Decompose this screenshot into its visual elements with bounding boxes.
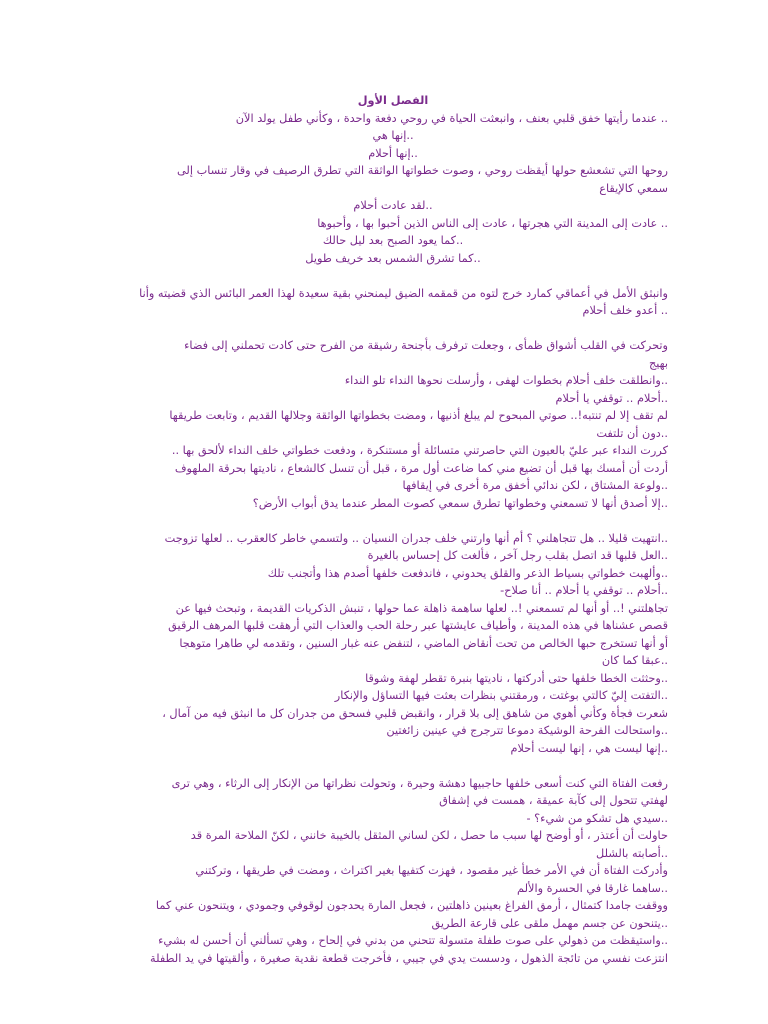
text-line: ..يتنحون عن جسم مهمل ملقى على قارعة الطريق — [431, 916, 668, 930]
text-line: ..وحثثت الخطا خلفها حتى أدركتها ، ناديتها بنبرة تقطر لهفة وشوقا — [365, 671, 668, 685]
text-line: ..إنها أحلام — [368, 146, 418, 160]
text-line: .. أعدو خلف أحلام — [582, 304, 668, 317]
text-line: ..سيدي هل تشكو من شيء؟ - — [526, 811, 668, 825]
text-line: ..ساهما غارقا في الحسرة والألم — [517, 881, 668, 895]
paragraph-gap — [118, 757, 668, 775]
text-line: ..واستيقظت من ذهولي على صوت طفلة متسولة تتحني من بدني في إلحاح ، وهي تسألني أن أحسن له بشيء — [158, 934, 668, 947]
text-line: ..أصابته بالشلل — [596, 846, 668, 860]
text-line: ..دون أن تلتفت — [596, 426, 668, 440]
text-line: كررت النداء عبر عليّ بالعيون التي حاصرتني متسائلة أو مستنكرة ، ودفعت خطواتي خلف النداء لألحق بها .. — [171, 444, 668, 457]
text-line: وتحركت في القلب أشواق ظمأى ، وجعلت ترفرف بأجنحة رشيقة من الفرح حتى كادت تحملني إلى فضاء — [184, 339, 668, 352]
text-line: ..أحلام .. توقفي يا أحلام .. أنا صلاح- — [500, 584, 668, 597]
text-line: ..لقد عادت أحلام — [353, 199, 433, 212]
text-line: ..ولوعة المشتاق ، لكن ندائي أخفق مرة أخرى في إيقافها — [402, 479, 668, 492]
text-line: سمعي كالإيقاع — [599, 181, 668, 195]
text-line: شعرت فجأة وكأني أهوي من شاهق إلى بلا قرار ، وانقبض قلبي فسحق من جدران كل ما انبثق فيه من آمال ، — [162, 706, 668, 720]
text-line: قصص عشناها في هذه المدينة ، وأطياف عايشتها عبر رحلة الحب والعذاب التي أرهقت قلبها المرهف الرقيق — [168, 619, 668, 632]
text-line: لم تقف إلا لم تنتبه!.. صوتي المبحوح لم يبلغ أذنيها ، ومضت بخطواتها الواثقة وجلالها القديم ، وتابعت طريقها — [169, 409, 668, 422]
paragraph-gap — [118, 267, 668, 285]
text-line: ..وانطلقت خلف أحلام بخطوات لهفى ، وأرسلت نحوها النداء تلو النداء — [344, 374, 668, 387]
paragraph-gap — [118, 512, 668, 530]
text-line: .. عندما رأيتها خفق قلبي بعنف ، وانبعثت الحياة في روحي دفعة واحدة ، وكأني طفل يولد الآن — [235, 111, 668, 125]
text-line: ..انتهيت قليلا .. هل تتجاهلني ؟ أم أنها وارتني خلف جدران النسيان .. ولتسمي خاطر كالعقرب .. لعلها تزوجت — [164, 531, 668, 545]
text-line: أردت أن أمسك بها قبل أن تضيع مني كما ضاعت أول مرة ، قبل أن تنسل كالشعاع ، ناديتها بحرقة الملهوف — [174, 461, 668, 475]
text-line: ..وألهبت خطواتي بسياط الذعر والقلق يحدوني ، فاندفعت خلفها أصدم هذا وأتجنب تلك — [267, 566, 668, 580]
text-line: .. عادت إلى المدينة التي هجرتها ، عادت إلى الناس الذين أحبوا بها ، وأحبوها — [317, 216, 668, 230]
text-line: ..إلا أصدق أنها لا تسمعني وخطواتها تطرق سمعي كصوت المطر عندما يدق أبواب الأرض؟ — [252, 496, 668, 510]
text-line: أو أنها تستخرج حبها الخالص من تحت أنقاض الماضي ، لتنفض عنه غبار السنين ، وتقدمه لي طاهرا متوهجا — [179, 636, 668, 650]
text-line: حاولت أن أعتذر ، أو أوضح لها سبب ما حصل ، لكن لساني المثقل بالخيبة خانني ، لكنّ الملاحة المرة قد — [190, 829, 668, 842]
text-line: لهفتي تتحول إلى كآبة عميقة ، همست في إشفاق — [439, 794, 668, 807]
text-line: ..إنها هي — [372, 129, 414, 142]
text-line: ووقفت جامدا كتمثال ، أرمق الفراغ بعينين ذاهلتين ، فجعل المارة يحدجون لوقوفي وجمودي ، ويتنحون عني كما — [155, 899, 668, 912]
document-body — [118, 92, 668, 967]
paragraph-gap — [118, 320, 668, 338]
text-line: ..أحلام .. توقفي يا أحلام — [555, 391, 668, 405]
text-line: ..العل قلبها قد اتصل بقلب رجل آخر ، فألغت كل إحساس بالغيرة — [367, 549, 668, 562]
text-line: ..واستحالت الفرحة الوشيكة دموعا تترجرج في عينين زائغتين — [386, 724, 668, 737]
text-line: تجاهلتني !.. أو أنها لم تسمعني !.. لعلها ساهمة ذاهلة عما حولها ، تنبش الذكريات القديمة ، وتبحث فيها عن — [175, 601, 668, 615]
text-line: بهيج — [648, 356, 668, 370]
text-line: ..كما يعود الصبح بعد ليل حالك — [322, 234, 464, 247]
text-line: انتزعت نفسي من تائجة الذهول ، ودسست يدي في جيبي ، فأخرجت قطعة نقدية صغيرة ، وألقيتها في يد الطفلة — [150, 951, 668, 965]
text-line: ..التفتت إليّ كالتي بوغتت ، ورمقتني بنظرات بعثت فيها التساؤل والإنكار — [334, 689, 668, 702]
text-line: وأدركت الفتاة أن في الأمر خطأ غير مقصود ، فهزت كتفيها بغير اكتراث ، ومضت في طريقها ، وتركتني — [195, 864, 668, 877]
text-line: ..كما تشرق الشمس بعد خريف طويل — [305, 251, 481, 265]
text-line: وانبثق الأمل في أعماقي كمارد خرج لتوه من قمقمه الضيق ليمنحني بقية سعيدة لهذا العمر البائس الذي قضيته وأنا — [139, 286, 668, 300]
text-line: روحها التي تشعشع حولها أيقظت روحي ، وصوت خطواتها الواثقة التي تطرق الرصيف في وقار تنساب إلى — [177, 164, 668, 177]
text-line: ..إنها ليست هي ، إنها ليست أحلام — [510, 741, 668, 755]
chapter-title: الفصل الأول — [357, 94, 429, 107]
text-line: رفعت الفتاة التي كنت أسعى خلفها حاجبيها دهشة وحيرة ، وتحولت نظراتها من الإنكار إلى الرثاء ، وهي ترى — [171, 776, 668, 790]
text-line: ..عبقا كما كان — [601, 654, 668, 667]
